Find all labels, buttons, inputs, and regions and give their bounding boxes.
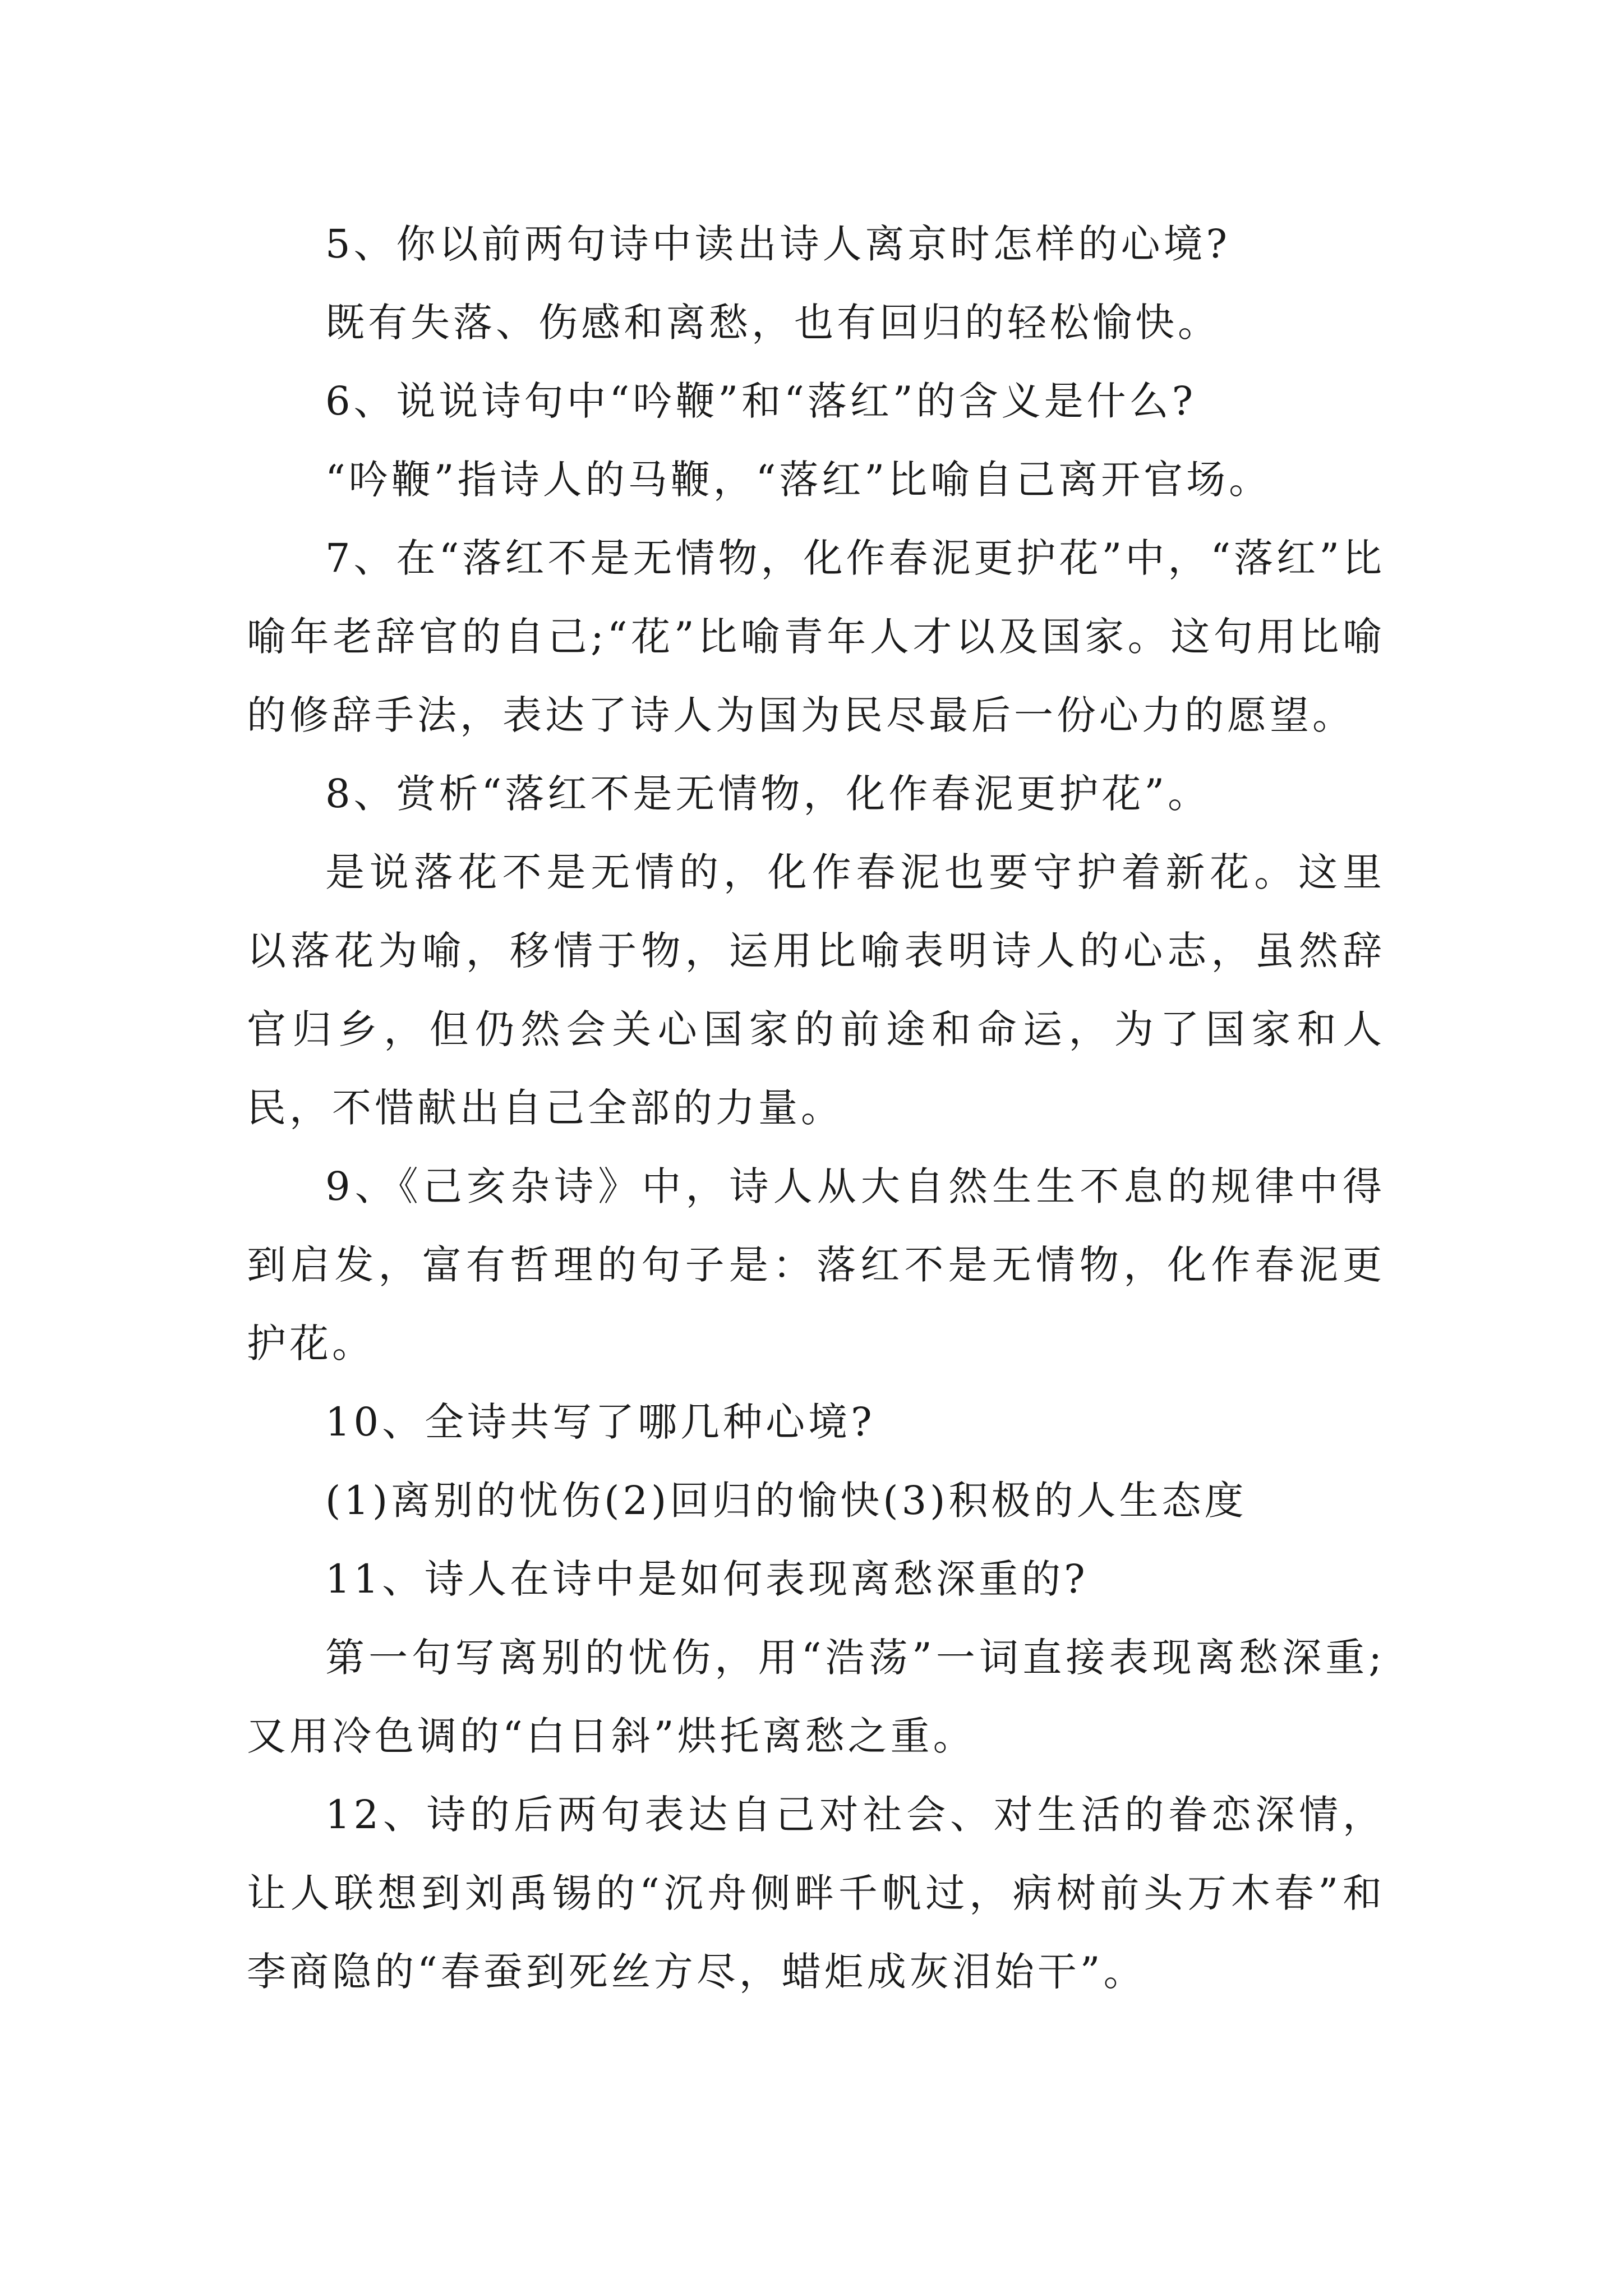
question-6: 6、说说诗句中“吟鞭”和“落红”的含义是什么? xyxy=(325,378,1197,424)
question-8: 8、赏析“落红不是无情物，化作春泥更护花”。 xyxy=(325,771,1211,817)
answer-11: 第一句写离别的忧伤，用“浩荡”一词直接表现离愁深重;又用冷色调的“白日斜”烘托离愁之重。 xyxy=(247,1635,1385,1759)
answer-8: 是说落花不是无情的，化作春泥也要守护着新花。这里以落花为喻，移情于物，运用比喻表明诗人的心志，虽然辞官归乡，但仍然会关心国家的前途和命运，为了国家和人民，不惜献出自己全部的力量。 xyxy=(247,849,1385,1131)
item-9: 9、《己亥杂诗》中，诗人从大自然生生不息的规律中得到启发，富有哲理的句子是：落红不是无情物，化作春泥更护花。 xyxy=(247,1163,1385,1366)
answer-6: “吟鞭”指诗人的马鞭，“落红”比喻自己离开官场。 xyxy=(325,457,1272,503)
answer-10: (1)离别的忧伤(2)回归的愉快(3)积极的人生态度 xyxy=(325,1478,1247,1524)
item-12: 12、诗的后两句表达自己对社会、对生活的眷恋深情，让人联想到刘禹锡的“沉舟侧畔千帆过，病树前头万木春”和李商隐的“春蚕到死丝方尽，蜡炬成灰泪始干”。 xyxy=(247,1792,1385,1995)
item-7: 7、在“落红不是无情物，化作春泥更护花”中，“落红”比喻年老辞官的自己;“花”比喻青年人才以及国家。这句用比喻的修辞手法，表达了诗人为国为民尽最后一份心力的愿望。 xyxy=(247,535,1385,738)
question-11: 11、诗人在诗中是如何表现离愁深重的? xyxy=(325,1556,1089,1602)
question-10: 10、全诗共写了哪几种心境? xyxy=(325,1399,875,1445)
answer-5: 既有失落、伤感和离愁，也有回归的轻松愉快。 xyxy=(325,300,1220,346)
document-body xyxy=(247,205,1385,2011)
question-5: 5、你以前两句诗中读出诗人离京时怎样的心境? xyxy=(325,221,1231,267)
